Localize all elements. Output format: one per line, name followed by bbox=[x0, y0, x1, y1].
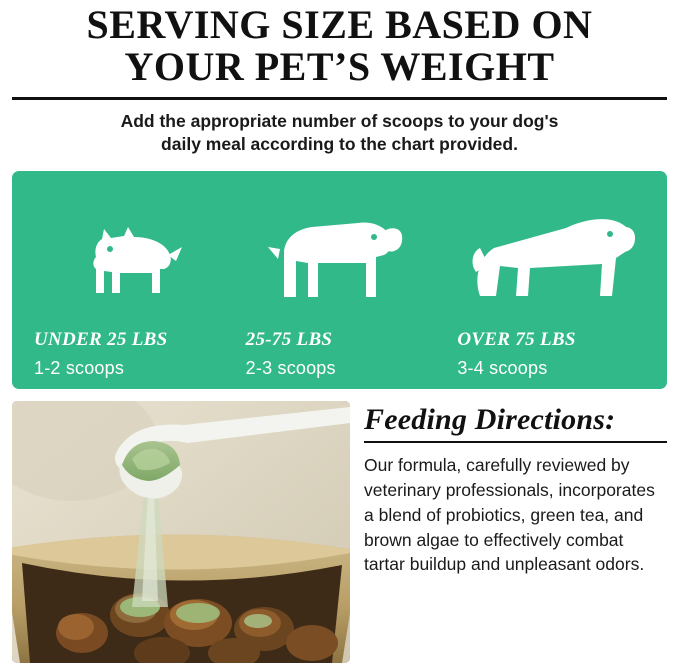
feeding-directions-divider bbox=[364, 441, 667, 443]
feeding-directions-heading: Feeding Directions: bbox=[364, 403, 616, 437]
subheading-line-1: Add the appropriate number of scoops to your dog's bbox=[120, 110, 559, 131]
feeding-directions-body: Our formula, carefully reviewed by veterinary professionals, incorporates a blend of probiotics, green tea, and brown algae to effectively combat tartar buildup and unpleasant odors. bbox=[364, 455, 655, 575]
page-title bbox=[12, 0, 667, 89]
page-title-line-1: SERVING SIZE BASED ON bbox=[86, 2, 593, 47]
serving-column-small bbox=[22, 199, 234, 379]
weight-label-large: OVER 75 LBS bbox=[457, 329, 576, 351]
subheading bbox=[12, 110, 667, 157]
small-dog-icon bbox=[34, 199, 234, 319]
scoops-label-large: 3-4 scoops bbox=[457, 358, 548, 379]
medium-dog-icon bbox=[246, 199, 446, 319]
serving-column-large bbox=[445, 199, 657, 379]
title-divider bbox=[12, 97, 667, 100]
bottom-section bbox=[12, 401, 667, 663]
scoops-label-small: 1-2 scoops bbox=[34, 358, 125, 379]
product-photo bbox=[12, 401, 350, 663]
subheading-line-2: daily meal according to the chart provided. bbox=[161, 134, 518, 155]
large-dog-icon bbox=[457, 199, 657, 319]
serving-column-medium bbox=[234, 199, 446, 379]
weight-label-small: UNDER 25 LBS bbox=[34, 329, 168, 351]
weight-label-medium: 25-75 LBS bbox=[245, 329, 333, 351]
scoops-label-medium: 2-3 scoops bbox=[245, 358, 336, 379]
serving-chart-panel bbox=[12, 171, 667, 389]
feeding-directions bbox=[364, 401, 667, 663]
page-title-line-2: YOUR PET’S WEIGHT bbox=[124, 44, 555, 90]
